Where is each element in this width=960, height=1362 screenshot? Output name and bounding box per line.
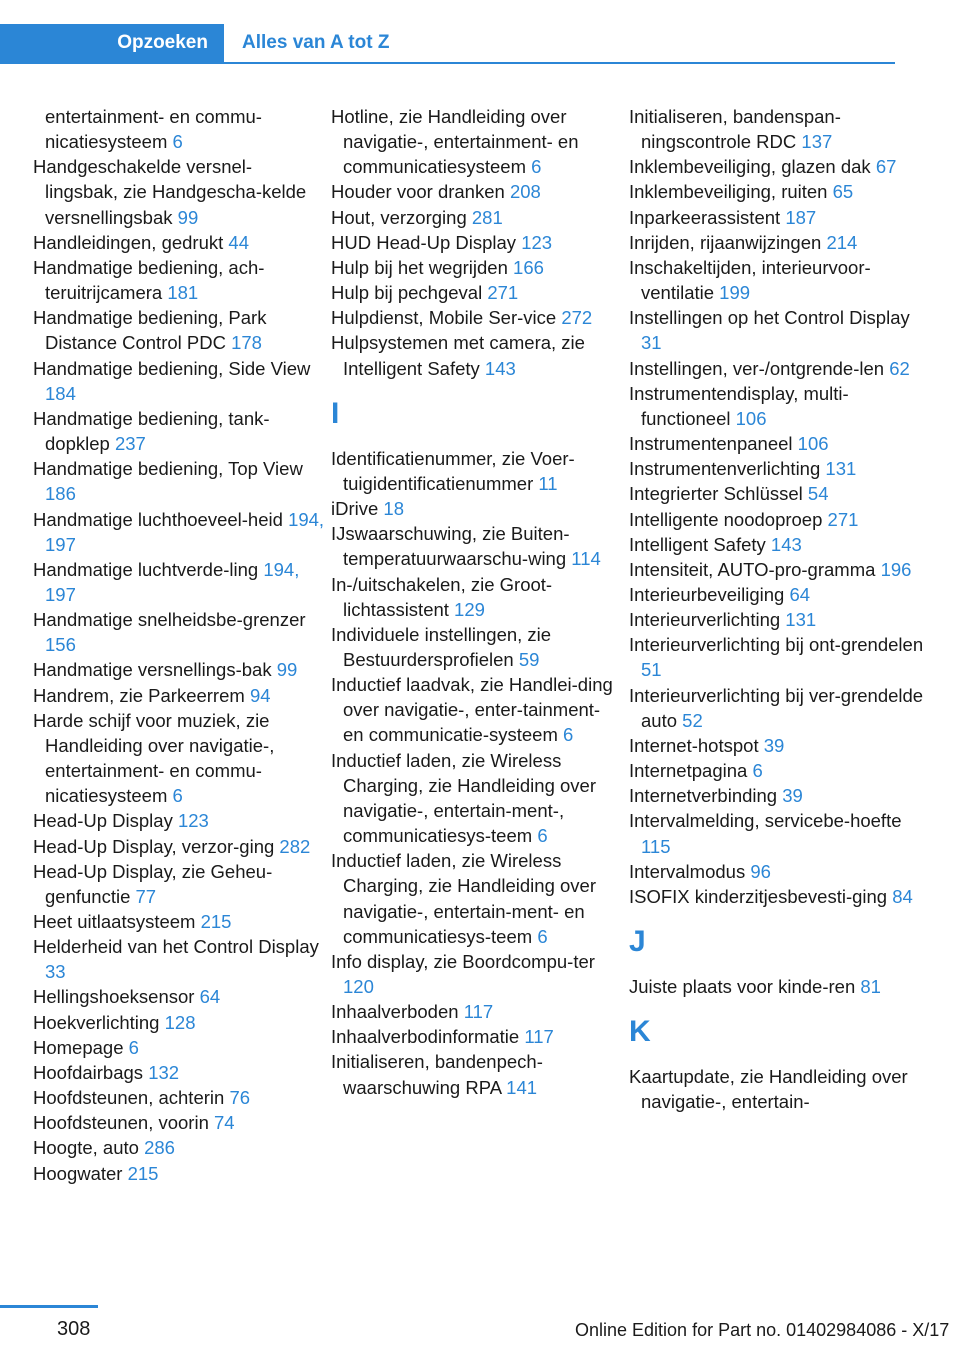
index-entry-term: entertainment- en commu-nicatiesysteem [45, 106, 262, 153]
index-entry-term: Helderheid van het Control Display [33, 936, 319, 958]
page-reference-link[interactable]: 67 [875, 156, 897, 178]
page-reference-link[interactable]: 141 [506, 1076, 538, 1098]
page-reference-link[interactable]: 128 [164, 1011, 196, 1033]
index-entry-term: Hoofdairbags [33, 1061, 144, 1083]
page-reference-link[interactable]: 117 [524, 1026, 554, 1048]
page-reference-link[interactable]: 64 [199, 986, 221, 1008]
index-entry [33, 1161, 325, 1186]
index-column-1 [33, 104, 325, 1186]
index-entry [33, 154, 325, 229]
index-entry-term: Initialiseren, bandenpech-waarschuwing RPA [331, 1051, 543, 1098]
index-entry-term: Inhaalverbodinformatie [331, 1026, 520, 1048]
index-entry-term: Instrumentenpaneel [629, 433, 793, 455]
page-reference-link[interactable]: 282 [279, 835, 311, 857]
page-reference-link[interactable]: 271 [487, 282, 519, 304]
index-entry-term: Hellingshoeksensor [33, 986, 195, 1008]
page-reference-link[interactable]: 33 [45, 961, 66, 983]
index-entry-term: Kaartupdate, zie Handleiding over navigatie-, entertain- [629, 1066, 908, 1113]
index-entry [33, 1060, 325, 1085]
index-entry [629, 733, 929, 758]
page-reference-link[interactable]: 131 [785, 609, 817, 631]
index-entry-term: Intelligent Safety [629, 533, 766, 555]
index-entry-term: IJswaarschuwing, zie Buiten-temperatuurwaarschu-wing [331, 523, 570, 570]
page-reference-link[interactable]: 271 [827, 508, 859, 530]
page-reference-link[interactable]: 215 [127, 1162, 159, 1184]
index-entry [629, 632, 929, 682]
index-entry-term: Handmatige versnellings-bak [33, 659, 272, 681]
index-entry-term: Intelligente noodoproep [629, 508, 823, 530]
page-reference-link[interactable]: 59 [518, 648, 540, 670]
index-entry [331, 255, 623, 280]
index-entry-term: Head-Up Display [33, 810, 173, 832]
index-entry-term: Handmatige bediening, Side View [33, 357, 311, 379]
index-entry-term: ISOFIX kinderzitjesbevesti-ging [629, 885, 888, 907]
page-reference-link[interactable]: 272 [561, 307, 593, 329]
index-entry-term: Harde schijf voor muziek, zie Handleiding over navigatie-, entertainment- en commu-nicatiesysteem [33, 709, 275, 807]
page-reference-link[interactable]: 115 [641, 835, 671, 857]
page-reference-link[interactable]: 123 [177, 810, 209, 832]
index-entry-term: Inklembeveiliging, glazen dak [629, 156, 871, 178]
page-reference-link[interactable]: 84 [892, 885, 913, 907]
page-reference-link[interactable]: 39 [763, 734, 785, 756]
index-entry-term: In-/uitschakelen, zie Groot-lichtassistent [331, 573, 553, 620]
page-reference-link[interactable]: 96 [750, 860, 771, 882]
page-reference-link[interactable]: 137 [801, 131, 833, 153]
index-letter-heading: K [629, 1015, 651, 1049]
index-entry-term: Houder voor dranken [331, 181, 505, 203]
index-entry [629, 1064, 929, 1114]
index-entry-term: Hoogwater [33, 1162, 123, 1184]
index-entry-term: Instellingen, ver-/ontgrende-len [629, 357, 885, 379]
index-entry [33, 255, 325, 305]
index-entry [331, 305, 623, 330]
index-entry-term: Hulpdienst, Mobile Ser-vice [331, 307, 557, 329]
index-entry-term: Handmatige bediening, Park Distance Control PDC [33, 307, 267, 354]
index-entry [331, 521, 623, 571]
index-entry [33, 230, 325, 255]
page-reference-link[interactable]: 99 [276, 659, 298, 681]
index-entry [331, 179, 623, 204]
index-entry-term: Inrijden, rijaanwijzingen [629, 231, 822, 253]
index-entry-term: Interieurverlichting [629, 609, 781, 631]
index-entry [629, 230, 929, 255]
index-entry [33, 305, 325, 355]
page-reference-link[interactable]: 166 [513, 256, 544, 278]
index-entry [629, 884, 929, 909]
index-entry-term: Handmatige bediening, Top View [33, 458, 303, 480]
tab-alles-van-a-tot-z[interactable]: Alles van A tot Z [242, 32, 390, 53]
page-reference-link[interactable]: 194, 197 [45, 558, 300, 605]
page-reference-link[interactable]: 106 [735, 407, 767, 429]
index-entry-term: Internetpagina [629, 760, 748, 782]
index-entry-term: Inhaalverboden [331, 1001, 459, 1023]
footer-edition: Online Edition for Part no. 01402984086 - X/17 [575, 1320, 950, 1340]
page-reference-link[interactable]: 187 [785, 206, 817, 228]
page-reference-link[interactable]: 196 [880, 558, 912, 580]
index-entry-term: Intervalmelding, servicebe-hoefte [629, 810, 902, 832]
index-entry [33, 607, 325, 657]
page-reference-link[interactable]: 6 [537, 925, 548, 947]
index-entry-term: Head-Up Display, zie Geheu-genfunctie [33, 860, 273, 907]
index-entry [33, 507, 325, 557]
index-entry [331, 280, 623, 305]
page-reference-link[interactable]: 6 [172, 785, 183, 807]
index-entry [33, 456, 325, 506]
index-entry-term: Handmatige bediening, tank-dopklep [33, 407, 270, 455]
index-entry [33, 934, 325, 984]
index-entry [33, 1010, 325, 1035]
index-entry-term: Hulp bij het wegrijden [331, 256, 508, 278]
index-entry [33, 834, 325, 859]
index-entry-term: Heet uitlaatsysteem [33, 911, 196, 932]
page-reference-link[interactable]: 120 [343, 976, 374, 997]
index-entry-term: Identificatienummer, zie Voer-tuigidentificatienummer [331, 447, 575, 494]
index-entry [629, 154, 929, 179]
page-reference-link[interactable]: 54 [807, 483, 829, 505]
tab-opzoeken[interactable]: Opzoeken [0, 24, 224, 62]
index-entry [629, 783, 929, 808]
index-entry-term: Interieurverlichting bij ont-grendelen [629, 634, 924, 656]
index-entry-term: Head-Up Display, verzor-ging [33, 835, 275, 857]
index-entry-term: Integrierter Schlüssel [629, 483, 803, 505]
page-reference-link[interactable]: 114 [571, 548, 601, 570]
index-entry [331, 949, 623, 999]
index-entry [331, 999, 623, 1024]
page-reference-link[interactable]: 281 [471, 206, 503, 228]
index-entry [629, 974, 929, 999]
index-column-3 [629, 104, 929, 1114]
index-entry [629, 557, 929, 582]
index-entry-term: Individuele instellingen, zie Bestuurdersprofielen [331, 623, 552, 670]
index-entry-term: Inductief laden, zie Wireless Charging, zie Handleiding over navigatie-, entertain-ment- en communicatiesys-teem [331, 850, 596, 947]
index-entry [629, 859, 929, 884]
index-entry-term: Internetverbinding [629, 785, 778, 807]
index-column-2 [331, 104, 623, 1100]
page-reference-link[interactable]: 52 [682, 709, 703, 731]
index-entry [629, 431, 929, 456]
index-entry [33, 909, 325, 934]
index-entry [629, 607, 929, 632]
page-reference-link[interactable]: 143 [484, 357, 516, 379]
index-entry [33, 1035, 325, 1060]
page-reference-link[interactable]: 51 [641, 659, 662, 681]
index-entry-term: Interieurbeveiliging [629, 583, 785, 605]
index-entry [331, 748, 623, 849]
page-reference-link[interactable]: 215 [200, 911, 232, 932]
page-reference-link[interactable]: 6 [563, 724, 574, 746]
index-entry [629, 255, 929, 305]
index-entry [331, 848, 623, 949]
index-entry [33, 1110, 325, 1135]
page-number-rule [0, 1305, 98, 1308]
index-entry [629, 456, 929, 481]
index-entry [331, 330, 623, 380]
index-entry [629, 205, 929, 230]
page-reference-link[interactable]: 117 [463, 1001, 494, 1023]
page-reference-link[interactable]: 99 [177, 206, 199, 228]
page-reference-link[interactable]: 186 [45, 483, 76, 505]
page-reference-link[interactable]: 74 [214, 1112, 235, 1134]
index-entry-term: Hulp bij pechgeval [331, 282, 483, 304]
index-entry [629, 507, 929, 532]
page-reference-link[interactable]: 64 [789, 583, 811, 605]
index-entry [331, 104, 623, 179]
page-number: 308 [57, 1318, 91, 1340]
page-reference-link[interactable]: 184 [45, 382, 76, 404]
index-entry [33, 406, 325, 456]
index-entry [331, 496, 623, 521]
index-entry [33, 683, 325, 708]
page-reference-link[interactable]: 286 [144, 1137, 175, 1159]
index-entry-term: Hoofdsteunen, voorin [33, 1112, 209, 1134]
page-reference-link[interactable]: 6 [172, 131, 183, 153]
page-reference-link[interactable]: 132 [148, 1061, 180, 1083]
index-entry [331, 1049, 623, 1099]
index-entry [33, 708, 325, 809]
index-entry [331, 572, 623, 622]
page-reference-link[interactable]: 62 [889, 357, 910, 379]
index-entry [331, 672, 623, 747]
page-reference-link[interactable]: 65 [832, 181, 854, 203]
index-entry [331, 1024, 623, 1049]
index-letter-heading: J [629, 925, 646, 958]
index-entry-term: Inductief laadvak, zie Handlei-ding over navigatie-, enter-tainment- en communicatie-systeem [331, 674, 613, 746]
index-entry [33, 557, 325, 607]
index-entry-term: Handrem, zie Parkeerrem [33, 684, 245, 706]
index-entry-term: HUD Head-Up Display [331, 231, 517, 253]
index-entry-term: Handmatige luchtverde-ling [33, 558, 259, 580]
index-entry [629, 808, 929, 858]
index-entry [629, 532, 929, 557]
index-entry-term: Homepage [33, 1036, 124, 1058]
index-entry [33, 1135, 325, 1160]
index-entry [33, 808, 325, 833]
index-entry-term: Handleidingen, gedrukt [33, 231, 224, 253]
index-entry [629, 356, 929, 381]
index-entry [629, 305, 929, 355]
index-entry-term: Inductief laden, zie Wireless Charging, zie Handleiding over navigatie-, entertain-ment-, communicatiesys-teem [331, 749, 596, 847]
index-entry [33, 356, 325, 406]
index-entry [629, 179, 929, 204]
page-reference-link[interactable]: 123 [521, 231, 553, 253]
index-entry-term: Intervalmodus [629, 860, 746, 882]
page-reference-link[interactable]: 199 [719, 282, 751, 304]
page-reference-link[interactable]: 77 [135, 885, 157, 907]
index-entry-term: Handgeschakelde versnel-lingsbak, zie Handgescha-kelde versnellingsbak [33, 156, 307, 228]
index-entry-term: Handmatige snelheidsbe-grenzer [33, 609, 306, 631]
index-entry-term: Inparkeerassistent [629, 206, 781, 228]
page-reference-link[interactable]: 6 [128, 1036, 139, 1058]
index-entry [331, 230, 623, 255]
index-entry [331, 622, 623, 672]
page-reference-link[interactable]: 143 [770, 533, 802, 555]
page-reference-link[interactable]: 31 [641, 332, 662, 354]
page-reference-link[interactable]: 181 [167, 282, 199, 304]
index-entry [629, 758, 929, 783]
page-reference-link[interactable]: 94 [249, 684, 271, 706]
page-reference-link[interactable]: 11 [538, 472, 558, 494]
index-entry [33, 1085, 325, 1110]
page-reference-link[interactable]: 194, 197 [45, 508, 325, 555]
page-reference-link[interactable]: 106 [797, 433, 829, 455]
page-reference-link[interactable]: 81 [860, 976, 881, 997]
index-entry-term: Inklembeveiliging, ruiten [629, 181, 828, 203]
index-entry [629, 381, 929, 431]
index-entry [33, 859, 325, 909]
index-entry [33, 657, 325, 682]
index-entry-term: Info display, zie Boordcompu-ter [331, 950, 595, 972]
index-entry [629, 582, 929, 607]
index-entry-term: Instellingen op het Control Display [629, 307, 910, 329]
index-entry [331, 205, 623, 230]
page-reference-link[interactable]: 131 [825, 458, 857, 480]
page-reference-link[interactable]: 6 [752, 760, 763, 782]
page-reference-link[interactable]: 178 [231, 332, 262, 354]
index-entry-term: Interieurverlichting bij ver-grendelde auto [629, 684, 924, 731]
page-reference-link[interactable]: 6 [531, 156, 542, 178]
index-entry-term: Initialiseren, bandenspan-ningscontrole RDC [629, 106, 841, 153]
page-reference-link[interactable]: 39 [782, 785, 803, 807]
index-entry-term: Intensiteit, AUTO-pro-gramma [629, 558, 876, 580]
page-reference-link[interactable]: 214 [826, 231, 858, 253]
index-entry-term: Inschakeltijden, interieurvoor-ventilatie [629, 256, 871, 304]
index-entry [629, 104, 929, 154]
index-entry [331, 446, 623, 496]
page-reference-link[interactable]: 129 [454, 598, 485, 620]
index-entry [33, 984, 325, 1009]
index-entry-term: Handmatige bediening, ach-teruitrijcamera [33, 256, 265, 304]
index-entry-term: Hotline, zie Handleiding over navigatie-, entertainment- en communicatiesysteem [331, 106, 579, 178]
page-reference-link[interactable]: 208 [509, 181, 541, 203]
page-reference-link[interactable]: 237 [114, 433, 146, 455]
index-entry-term: Hoekverlichting [33, 1011, 160, 1033]
index-entry-term: Hoogte, auto [33, 1137, 139, 1159]
page-reference-link[interactable]: 44 [228, 231, 249, 253]
index-entry-term: Hulpsystemen met camera, zie Intelligent Safety [331, 332, 585, 379]
index-entry-term: Instrumentendisplay, multi-functioneel [629, 382, 849, 429]
index-entry-term: Hoofdsteunen, achterin [33, 1087, 225, 1109]
index-entry-term: Hout, verzorging [331, 206, 467, 228]
index-entry [629, 481, 929, 506]
tab-bar [0, 24, 895, 64]
index-entry [33, 104, 325, 154]
index-entry-term: iDrive [331, 498, 379, 520]
index-letter-heading: I [331, 396, 340, 430]
page-reference-link[interactable]: 18 [383, 498, 404, 520]
index-entry [629, 683, 929, 733]
index-entry-term: Instrumentenverlichting [629, 458, 821, 480]
index-entry-term: Internet-hotspot [629, 734, 759, 756]
page-reference-link[interactable]: 6 [537, 825, 548, 847]
index-entry-term: Handmatige luchthoeveel-heid [33, 508, 283, 530]
page-reference-link[interactable]: 76 [229, 1087, 251, 1109]
index-entry-term: Juiste plaats voor kinde-ren [629, 976, 856, 997]
page-reference-link[interactable]: 156 [45, 634, 76, 656]
